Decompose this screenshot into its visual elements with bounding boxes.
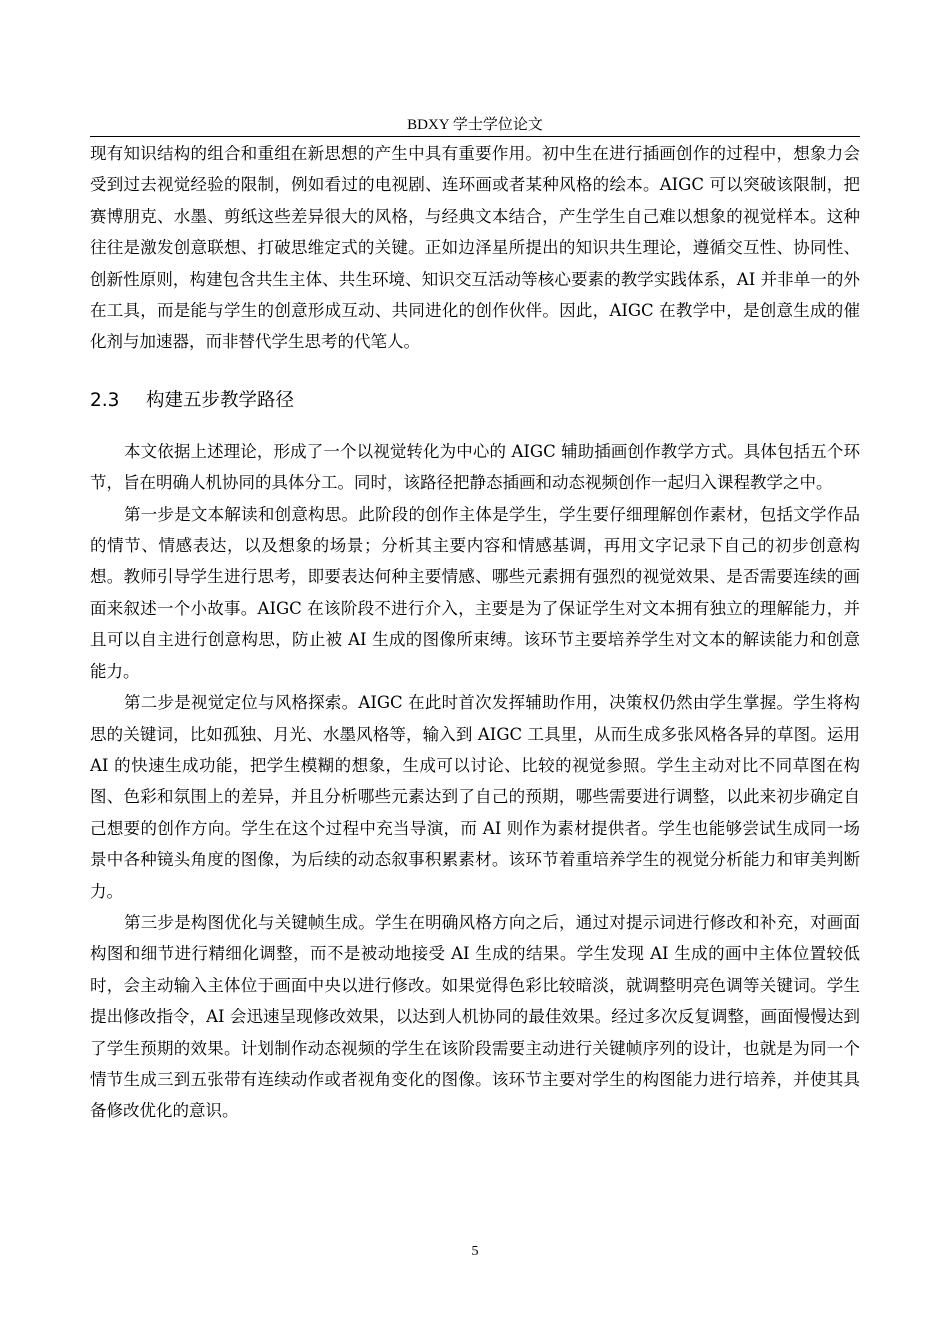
body-paragraph-continued: 现有知识结构的组合和重组在新思想的产生中具有重要作用。初中生在进行插画创作的过程中，想象力会受到过去视觉经验的限制，例如看过的电视剧、连环画或者某种风格的绘本。AIGC 可以突破该限制，把赛博朋克、水墨、剪纸这些差异很大的风格，与经典文本结合，产生学生自己难以想象的视觉样本。这种往往是激发创意联想、打破思维定式的关键。正如边泽星所提出的知识共生理论，遵循交互性、协同性、创新性原则，构建包含共生主体、共生环境、知识交互活动等核心要素的教学实践体系，AI 并非单一的外在工具，而是能与学生的创意形成互动、共同进化的创作伙伴。因此，AIGC 在教学中，是创意生成的催化剂与加速器，而非替代学生思考的代笔人。 xyxy=(90,144,860,352)
section-number: 2.3 xyxy=(90,389,120,411)
section-heading xyxy=(90,388,860,414)
body-paragraph: 第二步是视觉定位与风格探索。AIGC 在此时首次发挥辅助作用，决策权仍然由学生掌握。学生将构思的关键词，比如孤独、月光、水墨风格等，输入到 AIGC 工具里，从而生成多张风格各异的草图。运用 AI 的快速生成功能，把学生模糊的想象，生成可以讨论、比较的视觉参照。学生主动对比不同草图在构图、色彩和氛围上的差异，并且分析哪些元素达到了自己的预期，哪些需要进行调整，以此来初步确定自己想要的创作方向。学生在这个过程中充当导演，而 AI 则作为素材提供者。学生也能够尝试生成同一场景中各种镜头角度的图像，为后续的动态叙事积累素材。该环节着重培养学生的视觉分析能力和审美判断力。 xyxy=(90,693,860,901)
header-divider xyxy=(90,136,860,137)
body-paragraph: 第一步是文本解读和创意构思。此阶段的创作主体是学生，学生要仔细理解创作素材，包括文学作品的情节、情感表达，以及想象的场景；分析其主要内容和情感基调，再用文字记录下自己的初步创意构想。教师引导学生进行思考，即要表达何种主要情感、哪些元素拥有强烈的视觉效果、是否需要连续的画面来叙述一个小故事。AIGC 在该阶段不进行介入，主要是为了保证学生对文本拥有独立的理解能力，并且可以自主进行创意构思，防止被 AI 生成的图像所束缚。该环节主要培养学生对文本的解读能力和创意能力。 xyxy=(90,504,860,681)
section-title: 构建五步教学路径 xyxy=(146,389,295,411)
document-body xyxy=(90,138,860,1127)
body-paragraph: 第三步是构图优化与关键帧生成。学生在明确风格方向之后，通过对提示词进行修改和补充，对画面构图和细节进行精细化调整，而不是被动地接受 AI 生成的结果。学生发现 AI 生成的画中主体位置较低时，会主动输入主体位于画面中央以进行修改。如果觉得色彩比较暗淡，就调整明亮色调等关键词。学生提出修改指令，AI 会迅速呈现修改效果，以达到人机协同的最佳效果。经过多次反复调整，画面慢慢达到了学生预期的效果。计划制作动态视频的学生在该阶段需要主动进行关键帧序列的设计，也就是为同一个情节生成三到五张带有连续动作或者视角变化的图像。该环节主要对学生的构图能力进行培养，并使其具备修改优化的意识。 xyxy=(90,912,860,1121)
page-number: 5 xyxy=(471,1244,479,1259)
body-paragraph: 本文依据上述理论，形成了一个以视觉转化为中心的 AIGC 辅助插画创作教学方式。具体包括五个环节，旨在明确人机协同的具体分工。同时，该路径把静态插画和动态视频创作一起归入课程教学之中。 xyxy=(90,441,860,493)
page-header: BDXY 学士学位论文 xyxy=(407,117,543,133)
